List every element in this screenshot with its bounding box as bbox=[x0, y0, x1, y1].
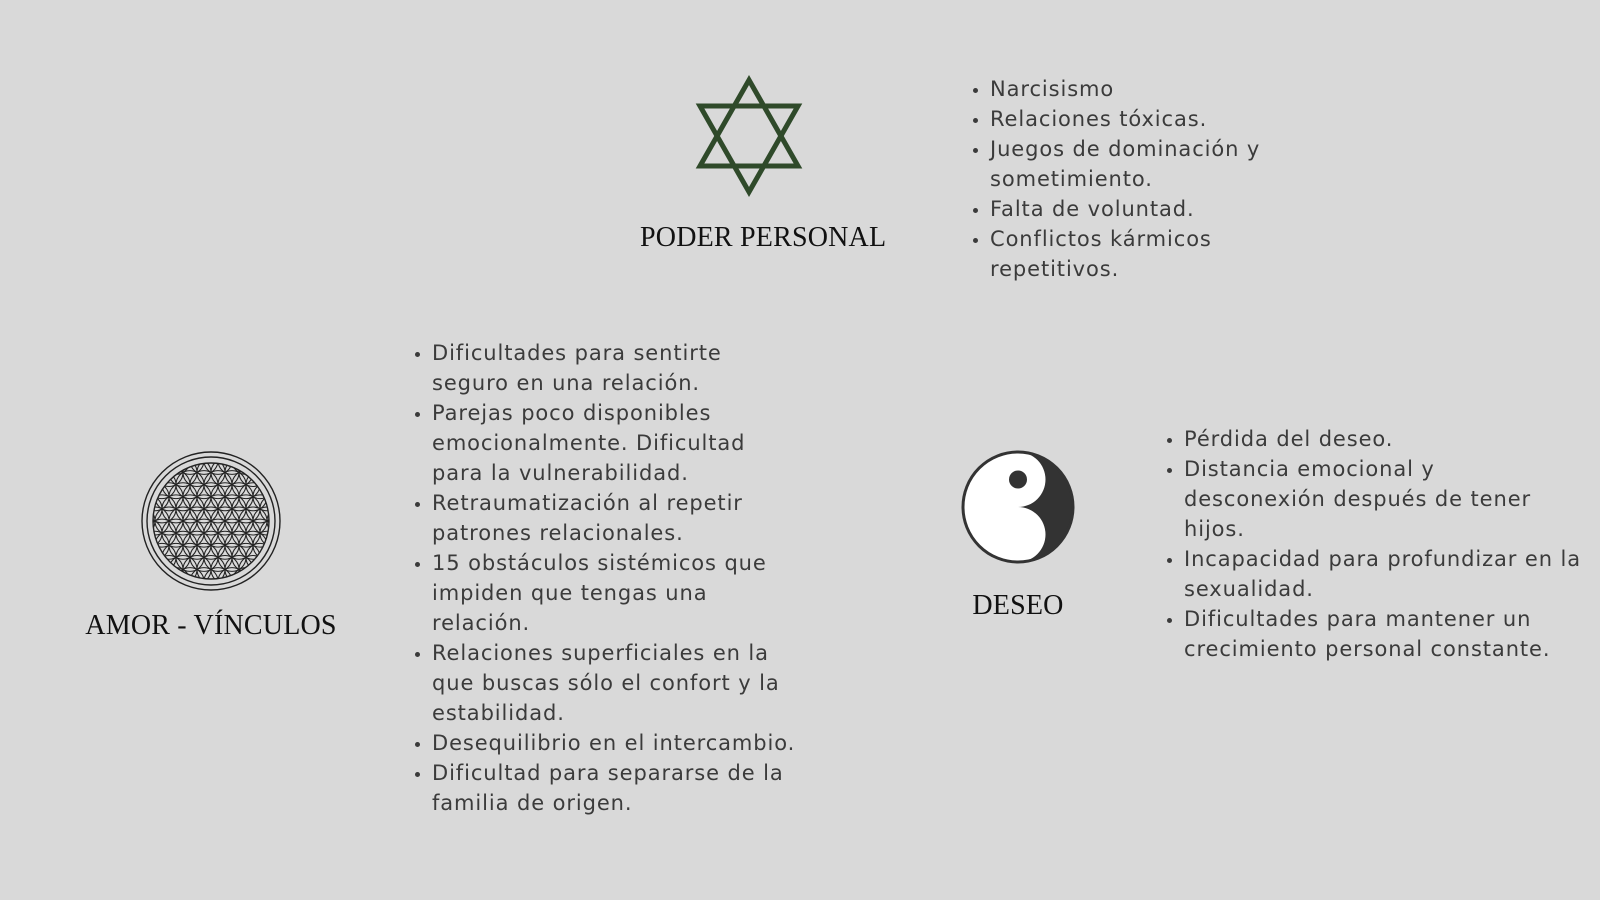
list-item: • Retraumatización al repetir patrones relacionales. bbox=[432, 488, 802, 548]
list-item: • Dificultad para separarse de la familia de origen. bbox=[432, 758, 802, 818]
list-item: • Pérdida del deseo. bbox=[1184, 424, 1584, 454]
list-item: • Incapacidad para profundizar en la sexualidad. bbox=[1184, 544, 1584, 604]
list-item: • Relaciones tóxicas. bbox=[990, 104, 1310, 134]
yin-yang-icon bbox=[961, 450, 1075, 564]
list-item: • Distancia emocional y desconexión después de tener hijos. bbox=[1184, 454, 1584, 544]
poder-personal-list bbox=[968, 74, 1310, 284]
flower-of-life-icon bbox=[140, 450, 282, 592]
amor-vinculos-title: AMOR - VÍNCULOS bbox=[85, 610, 337, 641]
list-item: • 15 obstáculos sistémicos que impiden que tengas una relación. bbox=[432, 548, 802, 638]
list-item: • Narcisismo bbox=[990, 74, 1310, 104]
list-item: • Falta de voluntad. bbox=[990, 194, 1310, 224]
amor-vinculos-list bbox=[410, 338, 802, 818]
list-item: • Juegos de dominación y sometimiento. bbox=[990, 134, 1310, 194]
list-item: • Dificultades para mantener un crecimiento personal constante. bbox=[1184, 604, 1584, 664]
star-of-david-icon bbox=[694, 74, 804, 198]
deseo-list bbox=[1162, 424, 1584, 664]
list-item: • Conflictos kármicos repetitivos. bbox=[990, 224, 1310, 284]
list-item: • Parejas poco disponibles emocionalmente. Dificultad para la vulnerabilidad. bbox=[432, 398, 802, 488]
list-item: • Dificultades para sentirte seguro en una relación. bbox=[432, 338, 802, 398]
deseo-title: DESEO bbox=[972, 590, 1064, 621]
list-item: • Desequilibrio en el intercambio. bbox=[432, 728, 802, 758]
poder-personal-title: PODER PERSONAL bbox=[640, 222, 887, 253]
list-item: • Relaciones superficiales en la que buscas sólo el confort y la estabilidad. bbox=[432, 638, 802, 728]
